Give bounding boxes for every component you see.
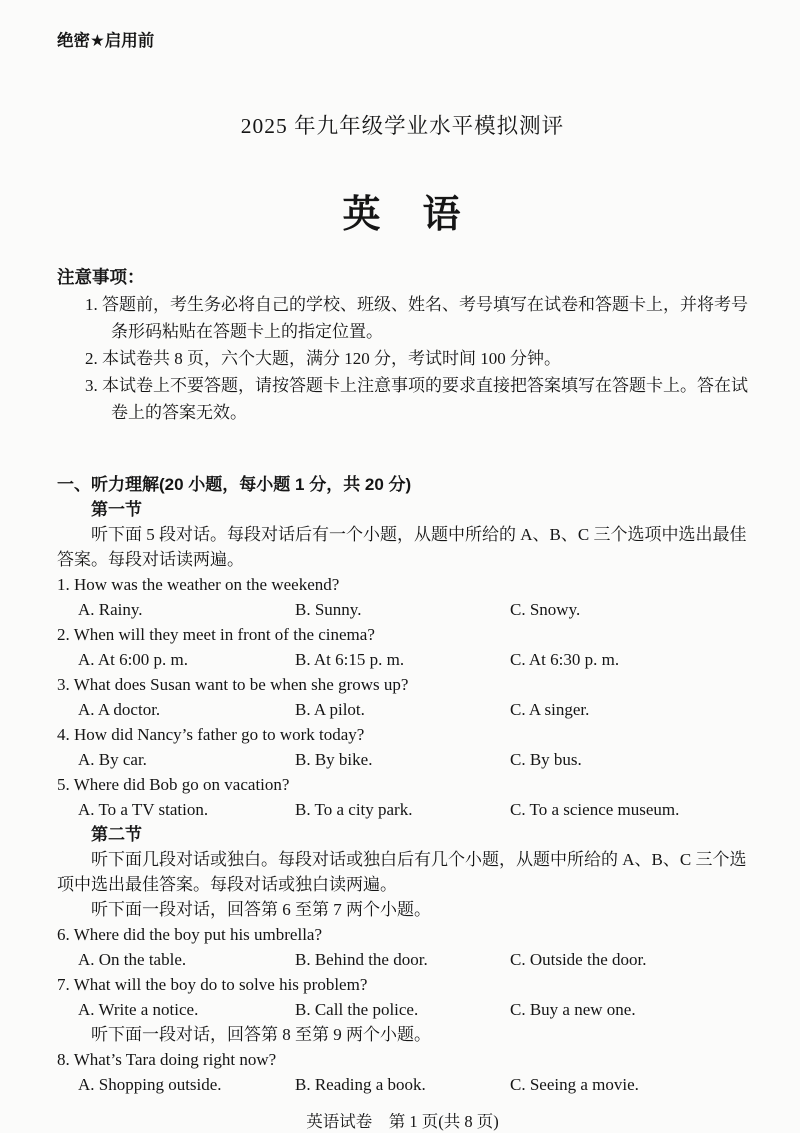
option-c: C. Outside the door. [510,950,647,969]
part1-heading: 第一节 [91,500,142,519]
listening-section [57,472,748,1097]
question-text: 8. What’s Tara doing right now? [57,1050,277,1069]
exam-title: 2025 年九年级学业水平模拟测评 [240,114,565,138]
option-c: C. By bus. [510,750,582,769]
option-a: A. On the table. [78,950,187,969]
question-text: 2. When will they meet in front of the cinema? [57,625,375,644]
question-2 [57,622,748,672]
question-options [57,797,748,822]
option-a: A. Shopping outside. [78,1075,222,1094]
option-c: C. Buy a new one. [510,1000,636,1019]
group-lead-1: 听下面一段对话，回答第 6 至第 7 两个小题。 [91,900,431,919]
option-b: B. Behind the door. [295,950,428,969]
option-b: B. Reading a book. [295,1075,426,1094]
option-a: A. By car. [78,750,147,769]
option-c: C. A singer. [510,700,590,719]
question-text: 4. How did Nancy’s father go to work today? [57,725,365,744]
question-7 [57,972,748,1022]
option-c: C. At 6:30 p. m. [510,650,620,669]
question-text: 5. Where did Bob go on vacation? [57,775,290,794]
question-3 [57,672,748,722]
option-b: B. To a city park. [295,800,413,819]
page-footer: 英语试卷 第 1 页(共 8 页) [306,1112,499,1131]
question-options [57,1072,748,1097]
question-options [57,747,748,772]
option-c: C. Snowy. [510,600,581,619]
option-c: C. Seeing a movie. [510,1075,639,1094]
option-b: B. Sunny. [295,600,362,619]
option-b: B. By bike. [295,750,373,769]
question-text: 6. Where did the boy put his umbrella? [57,925,323,944]
option-b: B. A pilot. [295,700,365,719]
question-options [57,597,748,622]
option-b: B. At 6:15 p. m. [295,650,405,669]
notice-item-2: 2. 本试卷共 8 页，六个大题，满分 120 分，考试时间 100 分钟。 [85,349,561,368]
question-text: 3. What does Susan want to be when she grows up? [57,675,409,694]
listening-section-heading: 一、听力理解(20 小题，每小题 1 分，共 20 分) [57,475,412,494]
question-text: 1. How was the weather on the weekend? [57,575,340,594]
question-6 [57,922,748,972]
option-b: B. Call the police. [295,1000,419,1019]
question-options [57,697,748,722]
question-options [57,947,748,972]
option-a: A. At 6:00 p. m. [78,650,189,669]
option-a: A. To a TV station. [78,800,209,819]
question-options [57,647,748,672]
security-marking: 绝密★启用前 [57,32,155,50]
option-c: C. To a science museum. [510,800,680,819]
part1-instructions: 听下面 5 段对话。每段对话后有一个小题，从题中所给的 A、B、C 三个选项中选出最佳答案。每段对话读两遍。 [57,525,747,569]
question-options [57,997,748,1022]
notice-list [57,291,748,426]
question-1 [57,572,748,622]
option-a: A. Rainy. [78,600,143,619]
notice-heading: 注意事项： [57,267,145,287]
notice-item-1: 1. 答题前，考生务必将自己的学校、班级、姓名、考号填写在试卷和答题卡上，并将考号条形码粘贴在答题卡上的指定位置。 [85,295,748,341]
question-8 [57,1047,748,1097]
part2-heading: 第二节 [91,825,142,844]
question-text: 7. What will the boy do to solve his problem? [57,975,368,994]
part2-instructions: 听下面几段对话或独白。每段对话或独白后有几个小题，从题中所给的 A、B、C 三个选项中选出最佳答案。每段对话或独白读两遍。 [57,850,747,894]
option-a: A. Write a notice. [78,1000,199,1019]
subject-title: 英 语 [342,194,463,236]
group-lead-2: 听下面一段对话，回答第 8 至第 9 两个小题。 [91,1025,431,1044]
notice-item-3: 3. 本试卷上不要答题，请按答题卡上注意事项的要求直接把答案填写在答题卡上。答在试卷上的答案无效。 [85,376,748,422]
option-a: A. A doctor. [78,700,161,719]
question-4 [57,722,748,772]
question-5 [57,772,748,822]
